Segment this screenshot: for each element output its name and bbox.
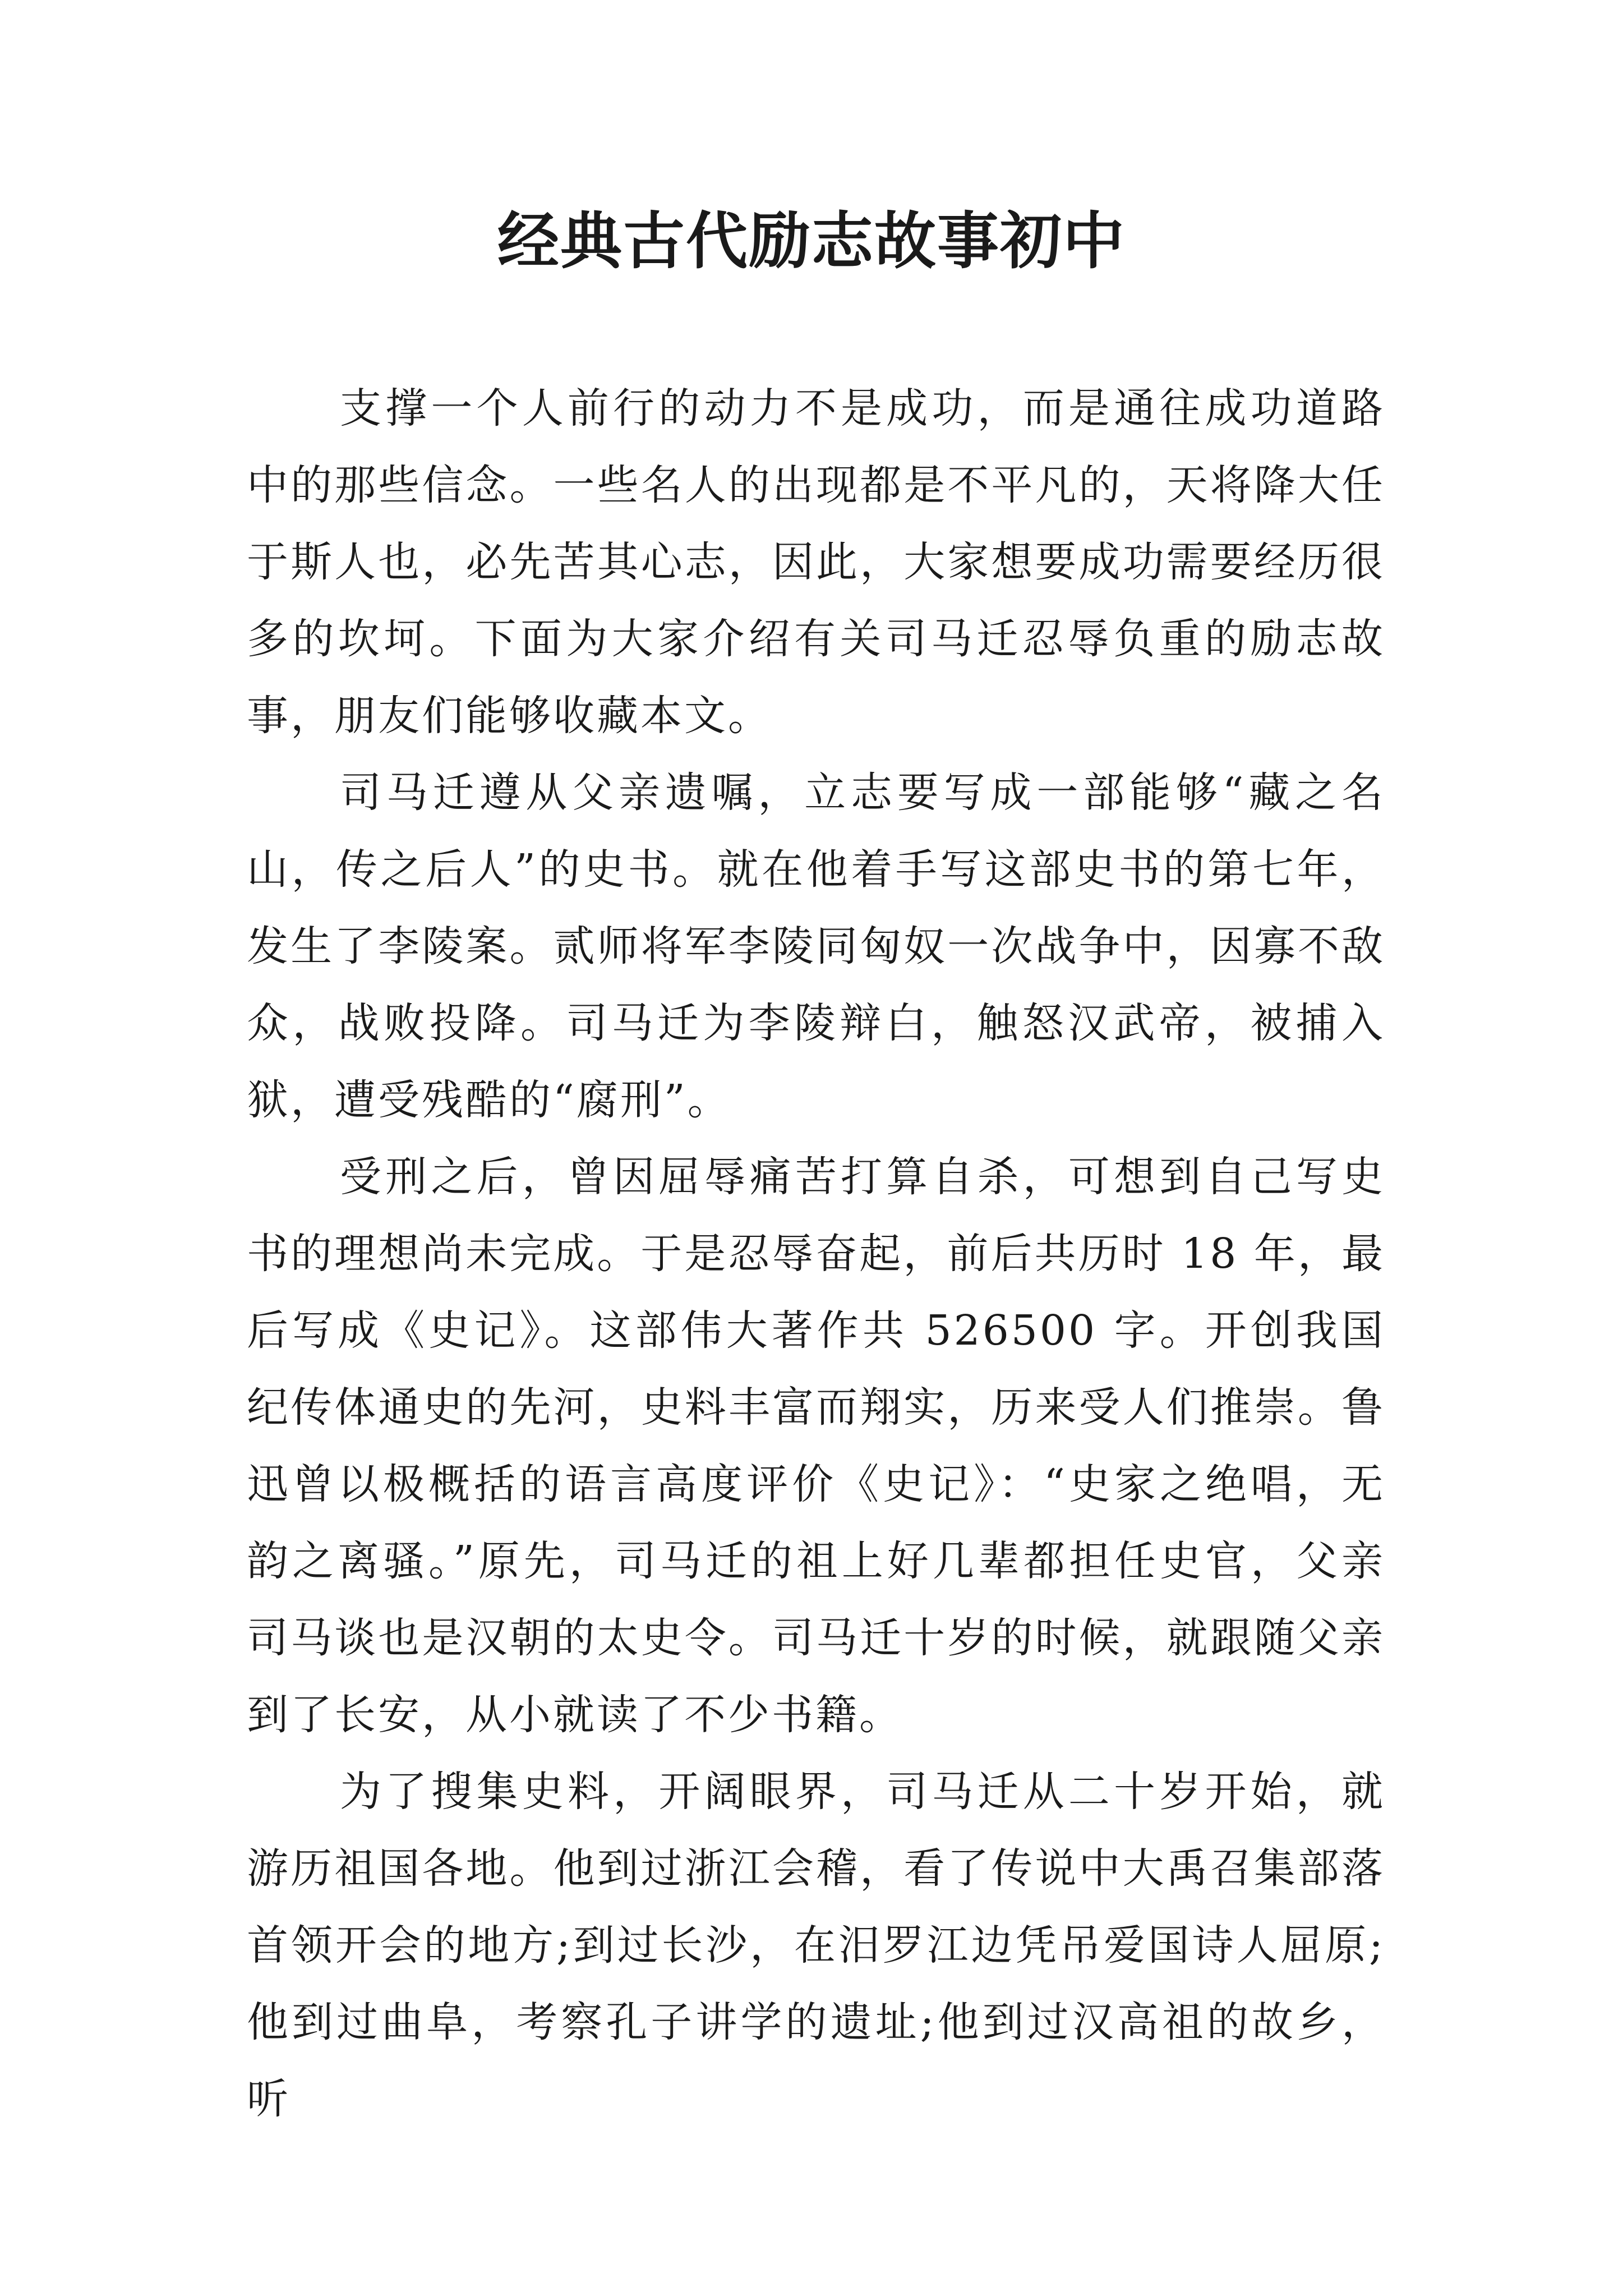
document-body [247,370,1385,2138]
paragraph-3: 受刑之后，曾因屈辱痛苦打算自杀，可想到自己写史书的理想尚未完成。于是忍辱奋起，前后共历时 18 年，最后写成《史记》。这部伟大著作共 526500 字。开创我国纪传体通史的先河，史料丰富而翔实，历来受人们推崇。鲁迅曾以极概括的语言高度评价《史记》：“史家之绝唱，无韵之离骚。”原先，司马迁的祖上好几辈都担任史官，父亲司马谈也是汉朝的太史令。司马迁十岁的时候，就跟随父亲到了长安，从小就读了不少书籍。 [247,1153,1385,1739]
paragraph-1: 支撑一个人前行的动力不是成功，而是通往成功道路中的那些信念。一些名人的出现都是不平凡的，天将降大任于斯人也，必先苦其心志，因此，大家想要成功需要经历很多的坎坷。下面为大家介绍有关司马迁忍辱负重的励志故事，朋友们能够收藏本文。 [247,384,1385,740]
paragraph-4: 为了搜集史料，开阔眼界，司马迁从二十岁开始，就游历祖国各地。他到过浙江会稽，看了传说中大禹召集部落首领开会的地方;到过长沙，在汨罗江边凭吊爱国诗人屈原;他到过曲阜，考察孔子讲学的遗址;他到过汉高祖的故乡，听 [247,1768,1385,2123]
paragraph-2: 司马迁遵从父亲遗嘱，立志要写成一部能够“藏之名山，传之后人”的史书。就在他着手写这部史书的第七年，发生了李陵案。贰师将军李陵同匈奴一次战争中，因寡不敌众，战败投降。司马迁为李陵辩白，触怒汉武帝，被捕入狱，遭受残酷的“腐刑”。 [247,769,1385,1124]
document-title: 经典古代励志故事初中 [497,205,1126,277]
